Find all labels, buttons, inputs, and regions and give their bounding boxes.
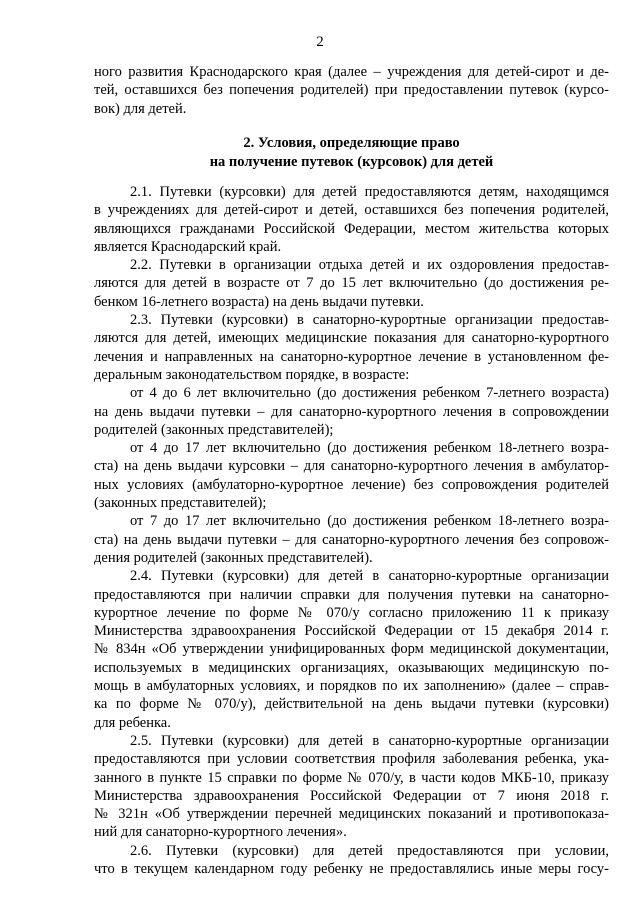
text-line: 2.4. Путевки (курсовки) для детей в санаторно-курортные организации	[130, 568, 609, 585]
intro-paragraph	[94, 63, 609, 118]
text-line: курортное лечение по форме № 070/у согласно приложению 11 к приказу	[94, 604, 609, 621]
text-line: ных условиях (амбулаторно-курортное лечение) без сопровождения родителей	[94, 476, 609, 493]
text-line: ного развития Краснодарского края (далее – учреждения для детей-сирот и де-	[94, 64, 609, 80]
text-line: предоставляются при наличии справки для получения путевки на санаторно-	[94, 586, 609, 603]
page-number: 2	[316, 34, 324, 50]
text-line: от 4 до 17 лет включительно (до достижения ребенком 18-летнего возра-	[130, 440, 609, 457]
text-line: являющихся гражданами Российской Федерации, местом жительства которых	[94, 220, 609, 237]
text-line: ляются для детей в возрасте от 7 до 15 лет включительно (до достижения ре-	[94, 275, 609, 292]
text-line: № 834н «Об утверждении унифицированных форм медицинской документации,	[94, 641, 609, 658]
text-line: 2.3. Путевки (курсовки) в санаторно-курортные организации предостав-	[130, 312, 609, 329]
text-line: родителей (законных представителей);	[94, 421, 334, 438]
section-title-line-1: 2. Условия, определяющие право	[243, 135, 460, 151]
text-line: ний для санаторно-курортного лечения».	[94, 824, 347, 841]
section-heading	[94, 134, 609, 171]
text-line: от 7 до 17 лет включительно (до достижения ребенком 18-летнего возра-	[130, 513, 609, 530]
section-title-line-2: на получение путевок (курсовок) для детей	[209, 153, 494, 170]
text-line: является Краснодарский край.	[94, 238, 282, 255]
section-body	[94, 183, 609, 878]
text-line: (законных представителей);	[94, 495, 267, 512]
text-line: ста) на день выдачи курсовки – для санаторно-курортного лечения в амбулатор-	[94, 458, 609, 475]
text-line: от 4 до 6 лет включительно (до достижения ребенком 7-летнего возраста)	[130, 385, 609, 402]
text-line: тей, оставшихся без попечения родителей) при предоставлении путевок (курсо-	[94, 82, 609, 99]
text-line: предоставляются при условии соответствия профиля заболевания ребенка, ука-	[94, 751, 609, 768]
text-line: используемых в медицинских организациях, оказывающих медицинскую по-	[94, 659, 609, 676]
text-line: бенком 16-летнего возраста) на день выдачи путевки.	[94, 293, 424, 310]
text-line: 2.2. Путевки в организации отдыха детей и их оздоровления предостав-	[130, 257, 609, 274]
text-line: 2.5. Путевки (курсовки) для детей в санаторно-курортные организации	[130, 732, 609, 749]
text-line: ляются для детей, имеющих медицинские показания для санаторно-курортного	[94, 330, 609, 347]
text-line: мощь в амбулаторных условиях, и порядков по их заполнению» (далее – справ-	[94, 678, 609, 695]
text-line: 2.1. Путевки (курсовки) для детей предоставляются детям, находящимся	[130, 184, 609, 200]
text-line: № 321н «Об утверждении перечней медицинских показаний и противопоказа-	[94, 806, 609, 823]
text-line: лечения и направленных на санаторно-курортное лечение в установленном фе-	[94, 348, 609, 365]
text-line: ста) на день выдачи путевки – для санаторно-курортного лечения без сопровож-	[94, 531, 609, 548]
text-line: на день выдачи путевки – для санаторно-курортного лечения в сопровождении	[94, 403, 609, 420]
text-line: ка по форме № 070/у), действительной на день выдачи путевки (курсовки)	[94, 696, 609, 713]
text-line: Министерства здравоохранения Российской Федерации от 7 июня 2018 г.	[94, 787, 609, 804]
text-line: дения родителей (законных представителей).	[94, 549, 373, 566]
text-line: в учреждениях для детей-сирот и детей, оставшихся без попечения родителей,	[94, 202, 609, 219]
text-line: для ребенка.	[94, 714, 171, 731]
text-line: занного в пункте 15 справки по форме № 070/у, в части кодов МКБ-10, приказу	[94, 769, 609, 786]
text-line: Министерства здравоохранения Российской Федерации от 15 декабря 2014 г.	[94, 623, 609, 640]
text-line: вок) для детей.	[94, 100, 187, 117]
text-line: 2.6. Путевки (курсовки) для детей предоставляются при условии,	[130, 842, 609, 859]
text-line: что в текущем календарном году ребенку не предоставлялись иные меры госу-	[94, 860, 609, 877]
text-line: деральным законодательством порядке, в возрасте:	[94, 366, 410, 383]
